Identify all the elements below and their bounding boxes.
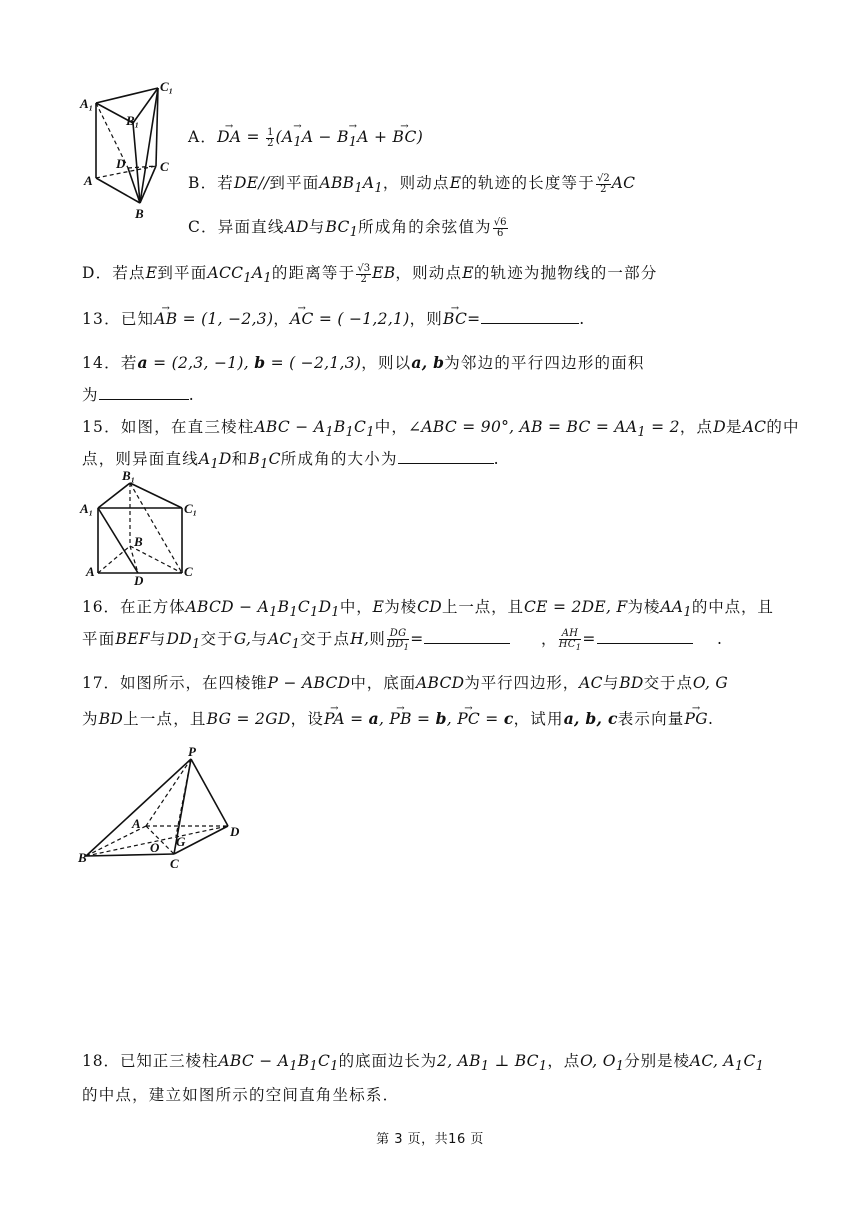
prism2-label: C [184, 564, 193, 579]
option-d-text: 的距离等于 [271, 264, 356, 282]
question-text: 则 [369, 630, 386, 648]
question-18: 18．已知正三棱柱ABC − $A_1B_1C_1$的底面边长为2, $AB_1$ ⊥ $BC_1$，点O, $O_1$分别是棱AC, $A_1C_1$ [82, 1052, 765, 1075]
question-text: 如图所示，在四棱锥 [119, 674, 268, 692]
prism1-label: A₁ [80, 96, 94, 111]
question-15: 15．如图，在直三棱柱ABC − $A_1B_1C_1$中，∠ABC = 90°, AB = BC = $AA_1 = 2$，点D是AC的中 [82, 418, 800, 441]
prism2-label: D [134, 573, 144, 586]
question-text: 上一点，且 [123, 710, 207, 728]
question-16: 16．在正方体ABCD − $A_1B_1C_1D_1$中，E为棱CD上一点，且CE = 2DE, F为棱$AA_1$的中点，且 [82, 598, 774, 621]
option-a: A．→ DA = $\frac{1}{2}$ (→ $A_1A$ − → $B_1A$ + → BC) [188, 126, 423, 154]
prism2-label: A [86, 564, 95, 579]
option-c-text: 所成角的余弦值为 [358, 218, 492, 236]
option-b: B．若DE//到平面$ABB_1A_1$，则动点E的轨迹的长度等于 $\frac{√2}{2}$ AC [188, 172, 636, 197]
prism1-label: B [135, 206, 144, 221]
question-14: 14．若a = (2,3, −1), b = ( −2,1,3)，则以a, b为邻边的平行四边形的面积 [82, 353, 645, 372]
answer-blank[interactable] [481, 308, 579, 324]
page-footer: 第 3 页，共16 页 [376, 1132, 484, 1147]
question-text: ，设 [290, 710, 325, 728]
prism-figure-2 [78, 468, 203, 586]
question-text: 如图，在直三棱柱 [120, 418, 255, 436]
prism1-label: C₁ [160, 79, 174, 94]
answer-blank[interactable] [424, 628, 510, 644]
question-text: 中，底面 [350, 674, 416, 692]
question-18-line2 [82, 1084, 399, 1106]
question-text: 在正方体 [119, 598, 186, 616]
question-text: 交于 [200, 630, 234, 648]
option-d-text: 到平面 [157, 264, 208, 282]
prism2-label: B₁ [122, 468, 136, 483]
answer-blank[interactable] [99, 384, 189, 400]
question-text: 已知 [120, 310, 155, 328]
prism1-label: B₁ [126, 113, 140, 128]
question-text: 交于点 [300, 630, 351, 648]
question-text: ，点 [679, 418, 714, 436]
question-text: 是 [725, 418, 743, 436]
question-number: 14． [82, 354, 121, 372]
question-text: 的中点，建立如图所示的空间直角坐标系． [82, 1086, 400, 1104]
prism2-label: C₁ [184, 501, 198, 516]
question-text: ，试用 [513, 710, 564, 728]
question-text: 平面 [82, 630, 116, 648]
question-text: 为 [82, 710, 99, 728]
pyramid-label: D [230, 824, 240, 839]
pyramid-label: A [132, 816, 141, 831]
pyramid-figure [76, 744, 246, 872]
answer-blank[interactable] [398, 448, 494, 464]
question-17: 17．如图所示，在四棱锥P − ABCD中，底面ABCD为平行四边形，AC与BD交于点O, G [82, 674, 729, 692]
question-text: 上一点，且 [441, 598, 524, 616]
option-d-text: 的轨迹为抛物线的一部分 [473, 264, 658, 282]
question-text: 点，则异面直线 [82, 450, 199, 468]
question-number: 16． [82, 598, 120, 616]
question-15-line2: 点，则异面直线$A_1D$和$B_1C$所成角的大小为 . [82, 450, 500, 473]
prism-figure-1 [78, 78, 188, 223]
question-text: 和 [231, 450, 249, 468]
prism2-label: A₁ [80, 501, 94, 516]
pyramid-label: G [176, 834, 186, 849]
question-text: ，则 [409, 310, 443, 328]
pyramid-label: P [188, 744, 196, 759]
question-text: 与 [602, 674, 620, 692]
question-number: 18． [82, 1052, 120, 1070]
prism1-label: D [116, 156, 126, 171]
option-c-text: 与 [308, 218, 326, 236]
question-text: 为邻边的平行四边形的面积 [444, 354, 645, 372]
prism2-label: B [134, 534, 143, 549]
option-a-label: A． [188, 128, 218, 146]
question-text: 的底面边长为 [338, 1052, 438, 1070]
question-text: 若 [120, 354, 138, 372]
question-text: 为 [82, 386, 99, 404]
option-b-text: 的轨迹的长度等于 [461, 174, 595, 192]
question-text: 为平行四边形， [464, 674, 580, 692]
question-text: ， [273, 310, 291, 328]
question-text: 中， [374, 418, 409, 436]
question-14-line2: 为 . [82, 386, 195, 404]
option-b-text: ，则动点 [382, 174, 450, 192]
question-text: 与 [251, 630, 268, 648]
question-13: 13．已知→ AB = (1, −2,3)，→ AC = ( −1,2,1)，则→ BC= . [82, 308, 585, 330]
question-text: 的中点，且 [691, 598, 774, 616]
option-c: C．异面直线AD与$BC_1$所成角的余弦值为 $\frac{√6}{6}$ [188, 216, 507, 241]
question-text: 为棱 [627, 598, 661, 616]
question-number: 13． [82, 310, 121, 328]
pyramid-label: B [78, 850, 87, 865]
question-text: ，点 [547, 1052, 581, 1070]
question-text: 与 [149, 630, 167, 648]
question-text: ，则以 [361, 354, 412, 372]
option-d-text: ，则动点 [395, 264, 463, 282]
question-text: 已知正三棱柱 [119, 1052, 219, 1070]
question-17-line2: 为BD上一点，且BG = 2GD，设→ PA = a, → PB = b, → PC = c，试用a, b, c表示向量→ PG. [82, 708, 714, 730]
question-text: 的中 [766, 418, 800, 436]
question-number: 17． [82, 674, 120, 692]
pyramid-label: C [170, 856, 179, 871]
question-text: 中， [339, 598, 373, 616]
option-b-label: B．若 [188, 174, 234, 192]
question-text: 交于点 [643, 674, 693, 692]
pyramid-label: O [150, 840, 160, 855]
question-16-line2: 平面BEF与$DD_1$交于G,与$AC_1$交于点H,则 $\frac{DG}{DD_1}$ = ， $\frac{AH}{HC_1}$ = . [82, 627, 724, 653]
prism1-label: A [84, 173, 93, 188]
question-text: 为棱 [384, 598, 418, 616]
option-d: D．若点E到平面$ACC_1A_1$的距离等于 $\frac{√3}{2}$ EB，则动点E的轨迹为抛物线的一部分 [82, 262, 658, 287]
prism1-label: C [160, 159, 169, 174]
answer-blank[interactable] [597, 628, 693, 644]
option-c-label: C．异面直线 [188, 218, 285, 236]
question-text: 表示向量 [617, 710, 685, 728]
option-b-text: 到平面 [269, 174, 320, 192]
option-d-label: D．若点 [82, 264, 146, 282]
question-text: = [467, 310, 482, 328]
question-text: 所成角的大小为 [280, 450, 398, 468]
question-text: 分别是棱 [624, 1052, 690, 1070]
question-number: 15． [82, 418, 121, 436]
